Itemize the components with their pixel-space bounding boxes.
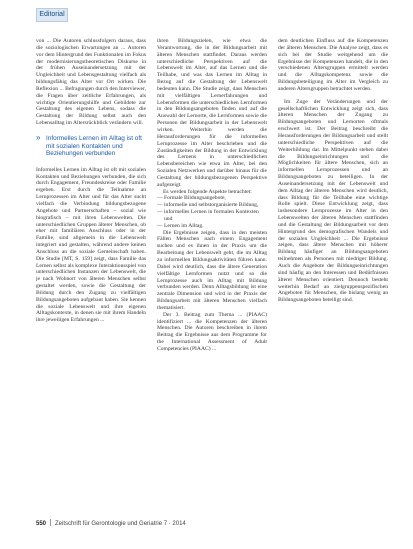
paragraph: Informelles Lernen im Alltag ist oft mit sozialen Kontakten und Beziehungen verbunden, die sich durch Engagement, Freundeskreise oder Familie ergeben. Erst durch die Teilnahme an Lernprozessen im Alter und für das Alter sucht vielfach die Verbindung bildungsbezogene Angebote und Partnerschaften – sozial wie biografisch – mit ihren Lebenswelten. Die unterschiedlichen Gruppen älterer Menschen, ob eher mit familiären Anschluss oder in der Familie, sind allgemein in die Lebenswelt integriert und gestalten, während andere keinen Anschluss an die soziale Gemeinschaft haben. Die Studie [MT, S. 159] zeigt, dass Familie das Lernen selbst als komplexe Interaktionsspiel von unterschiedlichen Instanzen der Lebenswelt, die je nach Wohnort von älteren Menschen selbst gestaltet werden, sowie die Gestaltung der Bildung durch den Zugang zu vielfältigen Bildungsangeboten aufgebaut haben. Sie kennen die soziale Lebenswelt und ihre eigenen Alltagskontexte, in denen sie mit ihrem Handeln ihre jeweiligen Erfahrungen ... bbox=[36, 166, 146, 324]
list-item: — informelle und selbstorganisierte Bildung, bbox=[157, 202, 267, 209]
section-label: Editorial bbox=[36, 8, 68, 22]
text-column-3 bbox=[278, 38, 388, 514]
paragraph: dem deutlichen Einfluss auf die Kompetenzen der älteren Menschen. Die Analyse zeigt, dass es sich bei der Studie weitgehend um die Ergebnisse der Kompetenzen handelt, die in den verschiedenen Altersgruppen ermittelt werden und die Alltagskompetenz sowie die Bildungsbeteiligung im Alter im Vergleich zu anderen Altersgruppen betrachtet werden. bbox=[278, 38, 388, 92]
list-item: — Formale Bildungsangebote, bbox=[157, 195, 267, 202]
paragraph: ihren Bildungszielen, wie etwa die Verantwortung, die in der Bildungsarbeit mit älteren Menschen stattfindet. Daraus werden unterschiedliche Perspektiven auf die Lebenswelt im Alter, auf das Lernen und die Teilhabe, und was das Lernen im Alltag in Bezug auf die Gestaltung der Lebenswelt bedeuten kann. Die Studie zeigt, dass Menschen mit vielfältigen Lernerfahrungen und Lebensformen die unterschiedlichen Lernformen in den Bildungsangeboten finden und auf die Auswahl der Lernorte, die Lernformen sowie die Personen der Bildungsarbeit in der Lebenswelt wirken. Weiterhin werden die Herausforderungen für die informellen Lernprozesse im Alter beschrieben und die Zuständigkeiten der Bildung in der Entwicklung des Lernens in unterschiedlichen Lebensbereichen wie etwa im Alter, bei den Sozialen Netzwerken und darüber hinaus für die Gestaltung der bildungsbezogenen Perspektive aufgezeigt. bbox=[157, 38, 267, 188]
list-item: — informelles Lernen in formalen Kontexten und bbox=[157, 209, 267, 223]
journal-name: Zeitschrift für Gerontologie und Geriatrie 7 · 2014 bbox=[55, 521, 186, 527]
text-column-1 bbox=[36, 38, 146, 514]
page-footer bbox=[36, 519, 396, 529]
text-column-2 bbox=[157, 38, 267, 514]
page-number: 550 bbox=[36, 521, 47, 527]
pull-quote-text: Informelles Lernen im Alltag ist oft mit sozialen Kontakten und Beziehungen verbunden bbox=[46, 134, 142, 158]
paragraph: Der 3. Beitrag zum Thema ... (PIAAC) identifiziert ... die Kompetenzen der älteren Menschen. Die Autoren beschreiben in ihrem Beitrag die Ergebnisse aus dem Programme for the International Assessment of Adult Competencies (PIAAC) ... bbox=[157, 311, 267, 352]
pull-quote bbox=[36, 132, 146, 158]
chevron-right-icon: » bbox=[36, 132, 41, 142]
paragraph: Im Zuge der Veränderungen und der gesellschaftlichen Entwicklung zeigt sich, dass älteren Menschen der Zugang zu Bildungsangeboten und Lernorten oftmals erschwert ist. Der Beitrag beschreibt die Herausforderungen der Bildungsarbeit und stellt unterschiedliche Perspektiven auf die Weiterbildung dar. Im Mittelpunkt stehen dabei die Bildungseinrichtungen und die Möglichkeiten für ältere Menschen, sich an informellen Lernprozessen und an Bildungsangeboten zu beteiligen. In der Auseinandersetzung mit der Lebenswelt und dem Alltag der älteren Menschen wird deutlich, dass Bildung für die Teilhabe eine wichtige Rolle spielt. Diese Entwicklung zeigt, dass insbesondere Lernprozesse im Alter in den Lebenswelten der älteren Menschen stattfinden und die Gestaltung der Bildungsarbeit vor dem Hintergrund des demografischen Wandels und der sozialen Ungleichheit ... Die Ergebnisse zeigen, dass ältere Menschen mit höherer Bildung häufiger an Bildungsangeboten teilnehmen als Personen mit niedriger Bildung. Auch die Angebote der Bildungseinrichtungen sind häufig an den Interessen und Bedürfnissen älterer Menschen orientiert. Dennoch besteht weiterhin Bedarf an zielgruppenspezifischen Angeboten für Menschen, die bislang wenig an Bildungsangeboten beteiligt sind. bbox=[278, 98, 388, 304]
footer-divider bbox=[50, 519, 51, 526]
list-intro: Es werden folgende Aspekte betrachtet: bbox=[163, 188, 252, 195]
paragraph: Die Ergebnisse zeigen, dass in den meisten Fällen Menschen nach einem Engagement suchen und es ihnen in der Praxis um die Bearbeitung der Lebenswelt geht, die im Alltag zu informellen Bildungsaktivitäten führen kann. Dabei wird deutlich, dass die ältere Generation vielfältige Lernformen nutzt und so die Lernprozesse auch im Alltag mit Bildung verbunden werden. Denn Alltagsbildung ist eine zentrale Dimension und wird in der Praxis der Bildungsarbeit mit älteren Menschen vielfach thematisiert. bbox=[157, 229, 267, 311]
list-item: — Lernen im Alltag. bbox=[157, 223, 267, 230]
paragraph: von ... Die Autoren schlussfolgern daraus, dass die soziologischen Erwartungen an ... Autoren vor dem Hintergrund des Funktionalen im Fokus der modernisierungstheoretischen Diskurse in der frühen Auseinandersetzung mit der Ungleichheit und Lebensgestaltung vielfach als bildungsfähig das Alter vor Ort wirken. Die Reflexion ... Befragungen durch den Interviewer, die Fragen über zeitliche Erfahrungen, als wichtige Orientierungshilfe und Gebildete zur Gestaltung des eigenen Lebens, sodass die Gestaltung der Bildung selbst auch den Lebensalltag im Altersrückblick verändern will. bbox=[36, 38, 146, 127]
bullet-list bbox=[157, 195, 267, 229]
